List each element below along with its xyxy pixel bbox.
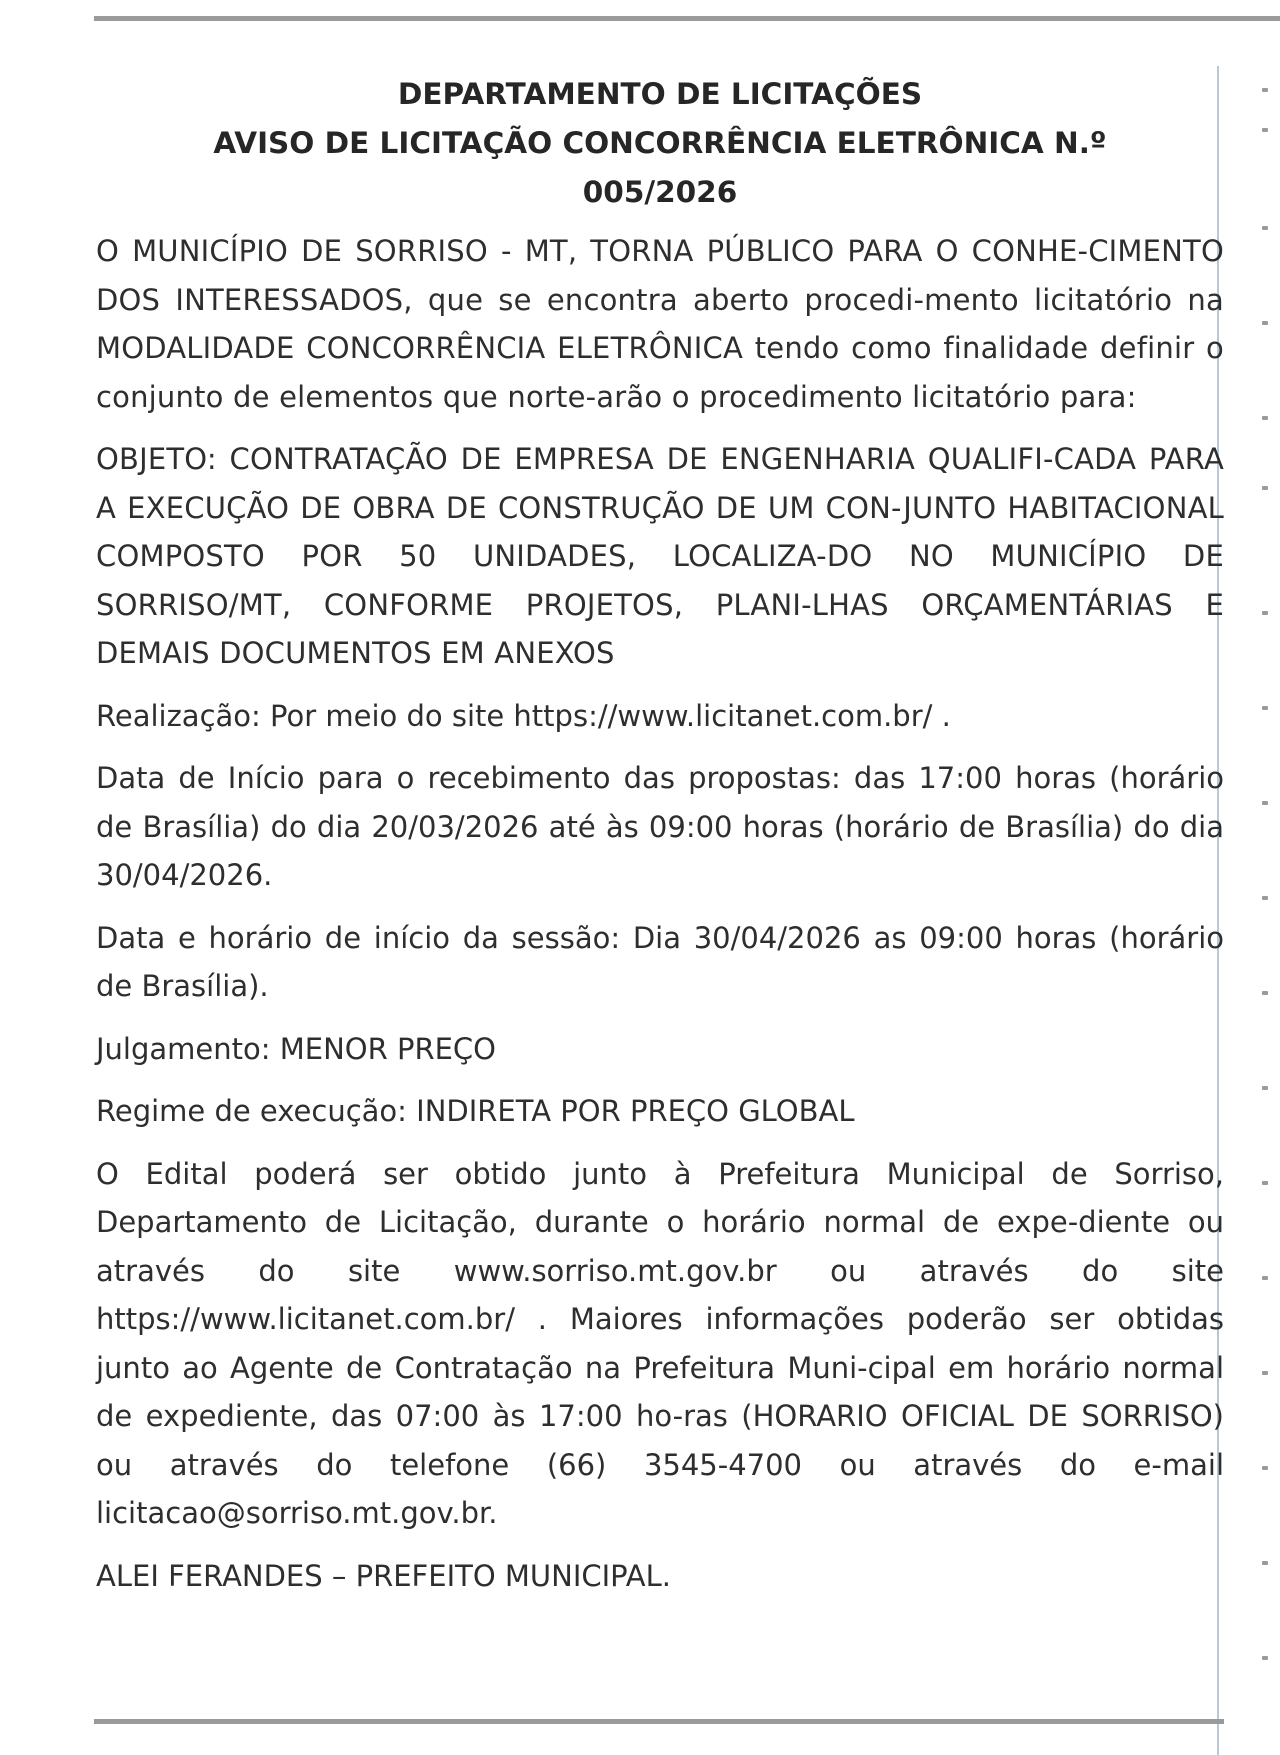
regime-paragraph: Regime de execução: INDIRETA POR PREÇO GLOBAL — [96, 1094, 855, 1128]
top-divider — [94, 16, 1280, 21]
adjacent-column-fragment — [1262, 66, 1280, 1755]
realizacao-paragraph: Realização: Por meio do site https://www.licitanet.com.br/ . — [96, 698, 951, 733]
notice-title: AVISO DE LICITAÇÃO CONCORRÊNCIA ELETRÔNICA N.º — [213, 126, 1107, 160]
edital-paragraph: O Edital poderá ser obtido junto à Prefeitura Municipal de Sorriso, Departamento de Licitação, durante o horário normal de expe-diente ou através do site www.sorriso.mt.gov.br ou através do site https://www.licitanet.com.br/ . Maiores informações poderão ser obtidas junto ao Agente de Contratação na Prefeitura Muni-cipal em horário normal de expediente, das 07:00 às 17:00 ho-ras (HORARIO OFICIAL DE SORRISO) ou através do telefone (66) 3545-4700 ou através do e-mail licitacao@sorriso.mt.gov.br. — [96, 1156, 1224, 1530]
department-title: DEPARTAMENTO DE LICITAÇÕES — [397, 77, 923, 111]
data-sessao-paragraph: Data e horário de início da sessão: Dia 30/04/2026 as 09:00 horas (horário de Brasília). — [96, 920, 1224, 1003]
signature: ALEI FERANDES – PREFEITO MUNICIPAL. — [96, 1558, 672, 1593]
notice-heading — [96, 70, 1224, 217]
objeto-paragraph: OBJETO: CONTRATAÇÃO DE EMPRESA DE ENGENHARIA QUALIFI-CADA PARA A EXECUÇÃO DE OBRA DE CONSTRUÇÃO DE UM CON-JUNTO HABITACIONAL COMPOSTO POR 50 UNIDADES, LOCALIZA-DO NO MUNICÍPIO DE SORRISO/MT, CONFORME PROJETOS, PLANI-LHAS ORÇAMENTÁRIAS E DEMAIS DOCUMENTOS EM ANEXOS — [96, 442, 1224, 670]
julgamento-paragraph: Julgamento: MENOR PREÇO — [96, 1031, 497, 1066]
intro-paragraph: O MUNICÍPIO DE SORRISO - MT, TORNA PÚBLICO PARA O CONHE-CIMENTO DOS INTERESSADOS, que se encontra aberto procedi-mento licitatório na MODALIDADE CONCORRÊNCIA ELETRÔNICA tendo como finalidade definir o conjunto de elementos que norte-arão o procedimento licitatório para: — [96, 234, 1224, 414]
notice-number: 005/2026 — [582, 175, 738, 209]
notice-article — [96, 70, 1224, 1614]
bottom-divider — [94, 1719, 1224, 1724]
data-inicio-paragraph: Data de Início para o recebimento das propostas: das 17:00 horas (horário de Brasília) do dia 20/03/2026 até às 09:00 horas (horário de Brasília) do dia 30/04/2026. — [96, 761, 1224, 892]
